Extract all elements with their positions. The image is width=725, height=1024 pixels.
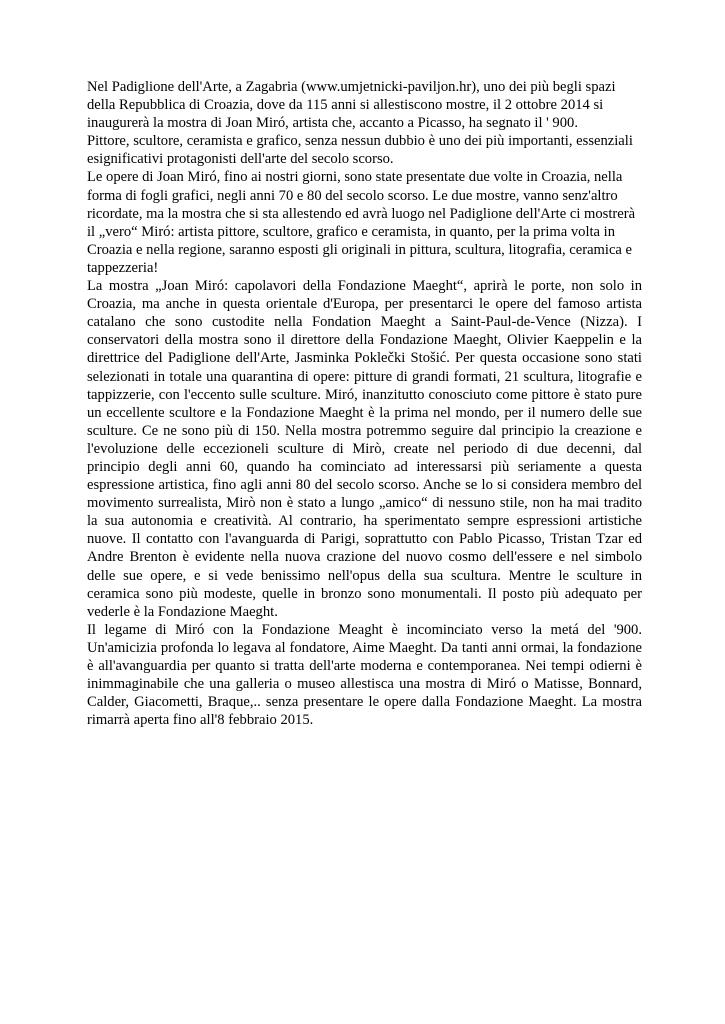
- text-line: movimento surrealista, Mirò non è stato a lungo „amico“ di nessuno stile, non ha mai tradito: [87, 495, 642, 512]
- text-line: Pittore, scultore, ceramista e grafico, senza nessun dubbio è uno dei più importanti, essenziali: [87, 133, 633, 150]
- text-line: inimmaginabile che una galleria o museo allestisca una mostra di Miró o Matisse, Bonnard,: [87, 676, 642, 693]
- text-line: tappizzerie, con l'eccento sulle sculture. Miró, inanzitutto conosciuto come pittore è stato pure: [87, 386, 642, 403]
- text-line: è all'avanguardia per quanto si tratta dell'arte moderna e contemporanea. Nei tempi odierni è: [87, 658, 642, 674]
- paragraph-maeght-relationship: [87, 621, 642, 730]
- text-line: Andre Brenton è evidente nella nuova crazione del nuovo cosmo dell'essere e nel simbolo: [87, 549, 642, 566]
- text-line: della Repubblica di Croazia, dove da 115 anni si allestiscono mostre, il 2 ottobre 2014 si: [87, 97, 604, 114]
- text-line: esignificativi protagonisti dell'arte del secolo scorso.: [87, 151, 394, 168]
- text-line: sculture. Ce ne sono più di 150. Nella mostra potremmo seguire dal principio la creazione e: [87, 422, 642, 439]
- text-line: direttrice del Padiglione dell'Arte, Jasminka Poklečki Stošić. Per questa occasione sono stati: [87, 350, 642, 367]
- text-line: principio degli anni 60, quando ha cominciato ad interessarsi più seriamente a questa: [87, 458, 642, 475]
- text-line: vederle è la Fondazione Maeght.: [87, 603, 278, 620]
- text-line: forma di fogli grafici, negli anni 70 e 80 del secolo scorso. Le due mostre, vanno senz'altro: [87, 187, 618, 204]
- text-line: conservatori della mostra sono il direttore della Fondazione Maeght, Olivier Kaeppelin e la: [87, 332, 642, 349]
- paragraph-intro: [87, 78, 642, 168]
- text-line: tappezzeria!: [87, 259, 159, 276]
- text-line: Calder, Giacometti, Braque,.. senza presentare le opere dalla Fondazione Maeght. La mostra: [87, 694, 642, 711]
- text-line: Nel Padiglione dell'Arte, a Zagabria (www.umjetnicki-paviljon.hr), uno dei più begli spazi: [87, 79, 616, 95]
- text-line: Un'amicizia profonda lo legava al fondatore, Aime Maeght. Da tanti anni ormai, la fondazione: [87, 639, 642, 656]
- text-line: l'evoluzione delle eccezioneli sculture di Mirò, create nel periodo di due decenni, dal: [87, 440, 642, 457]
- document-page: [87, 78, 642, 729]
- paragraph-previous-exhibitions: [87, 168, 642, 277]
- text-line: catalano che sono custodite nella Fondation Maeght a Saint-Paul-de-Vence (Nizza). I: [87, 314, 642, 331]
- text-line: la sua autonomia e creatività. Al contrario, ha sperimentato sempre espressioni artistiche: [87, 513, 642, 530]
- paragraph-exhibition-details: [87, 277, 642, 621]
- text-line: ceramica sono più modeste, quelle in bronzo sono monumentali. Il posto più adequato per: [87, 585, 642, 602]
- text-line: un eccellente scultore e la Fondazione Maeght è la prima nel mondo, per il numero delle sue: [87, 404, 642, 421]
- text-line: Le opere di Joan Miró, fino ai nostri giorni, sono state presentate due volte in Croazia, nella: [87, 169, 623, 186]
- text-line: il „vero“ Miró: artista pittore, scultore, grafico e ceramista, in quanto, per la prima volta in: [87, 223, 616, 240]
- text-line: Croazia, ma anche in questa orientale d'Europa, per presentarci le opere del famoso artista: [87, 296, 642, 313]
- text-line: delle sue opere, e si vede benissimo nell'opus della sua scultura. Mentre le sculture in: [87, 567, 642, 584]
- text-line: Croazia e nella regione, saranno esposti gli originali in pittura, scultura, litografia, ceramica e: [87, 241, 633, 258]
- text-line: nuove. Il contatto con l'avanguarda di Parigi, soprattutto con Pablo Picasso, Tristan Tzar ed: [87, 531, 642, 548]
- text-line: La mostra „Joan Miró: capolavori della Fondazione Maeght“, aprirà le porte, non solo in: [87, 278, 642, 295]
- text-line: inaugurerà la mostra di Joan Miró, artista che, accanto a Picasso, ha segnato il ' 900.: [87, 115, 578, 132]
- text-line: ricordate, ma la mostra che si sta allestendo ed avrà luogo nel Padiglione dell'Arte ci mostrerà: [87, 205, 636, 222]
- text-line: rimarrà aperta fino all'8 febbraio 2015.: [87, 712, 314, 729]
- text-line: Il legame di Miró con la Fondazione Meaght è incominciato verso la metá del '900.: [87, 621, 642, 638]
- text-line: selezionati in totale una quarantina di opere: pitture di grandi formati, 21 scultura, litografie e: [87, 368, 642, 385]
- text-line: espressione artistica, fino agli anni 80 del secolo scorso. Anche se lo si considera membro del: [87, 477, 642, 494]
